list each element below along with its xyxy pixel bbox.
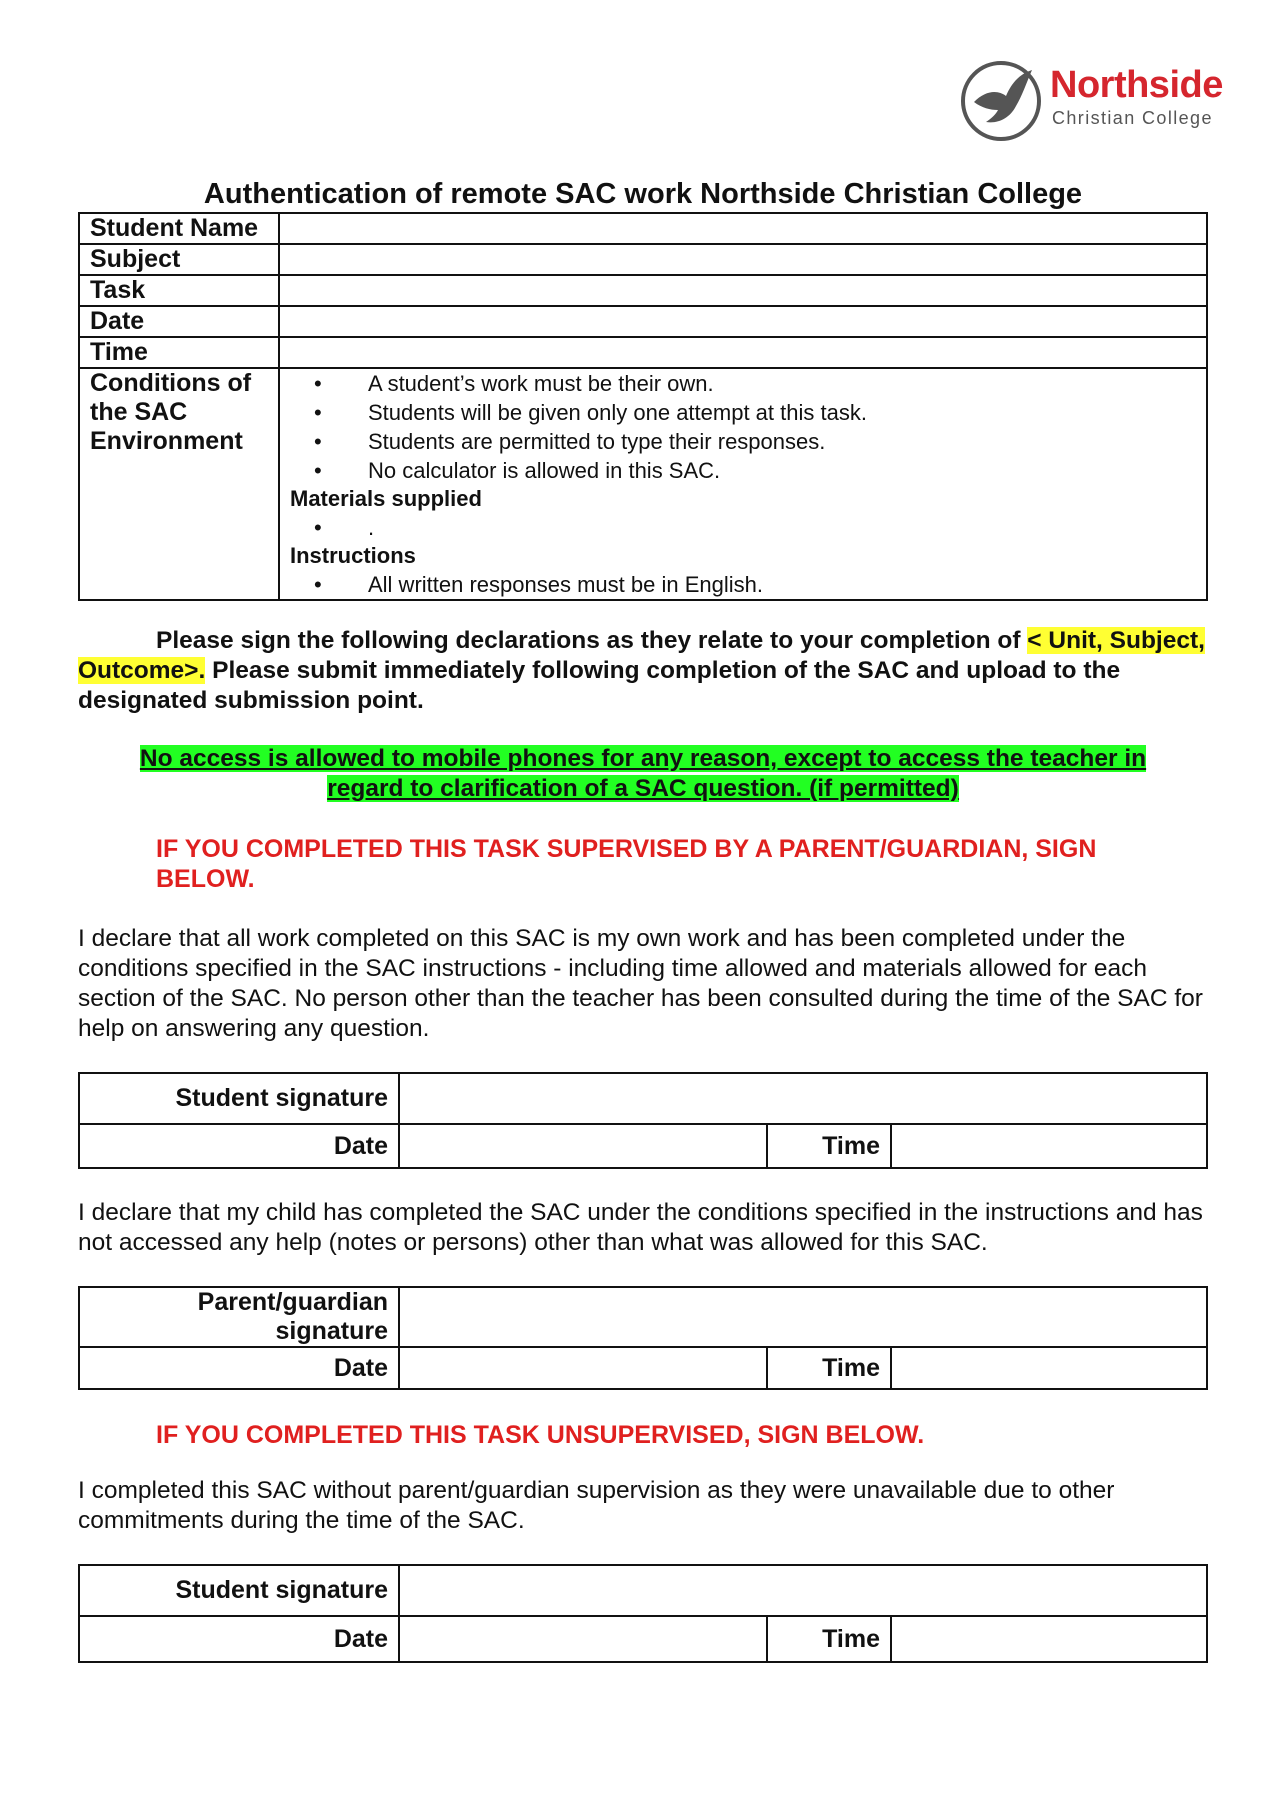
date-field[interactable]	[399, 1616, 767, 1662]
supervised-heading: IF YOU COMPLETED THIS TASK SUPERVISED BY A PARENT/GUARDIAN, SIGN BELOW.	[156, 835, 1097, 893]
student-signature-table-2	[78, 1564, 1208, 1663]
unit-placeholder-highlight: < Unit, Subject, Outcome>.	[78, 627, 1205, 684]
time-label: Time	[79, 337, 279, 368]
student-signature-label: Student signature	[79, 1565, 399, 1616]
page-title: Authentication of remote SAC work Northside Christian College	[203, 178, 1083, 210]
materials-heading: Materials supplied	[290, 486, 482, 511]
list-item: • Students will be given only one attempt at this task.	[346, 398, 1196, 427]
time-field[interactable]	[279, 337, 1207, 368]
sac-info-table	[78, 212, 1208, 601]
unsupervised-declaration: I completed this SAC without parent/guardian supervision as they were unavailable due to other commitments during the time of the SAC.	[78, 1477, 1115, 1534]
student-signature-label: Student signature	[79, 1073, 399, 1124]
dove-circle-icon	[960, 60, 1042, 142]
unsupervised-heading: IF YOU COMPLETED THIS TASK UNSUPERVISED, SIGN BELOW.	[156, 1421, 925, 1449]
list-item: • A student’s work must be their own.	[346, 369, 1196, 398]
instructions-list	[290, 570, 1196, 599]
conditions-content	[279, 368, 1207, 600]
student-signature-table-1	[78, 1072, 1208, 1169]
list-item: • .	[346, 513, 1196, 542]
date-label: Date	[79, 1347, 399, 1389]
mobile-phone-notice: No access is allowed to mobile phones for any reason, except to access the teacher in regard to clarification of a SAC question. (if permitted)	[139, 745, 1147, 802]
time-field[interactable]	[891, 1124, 1207, 1168]
time-field[interactable]	[891, 1616, 1207, 1662]
student-name-field[interactable]	[279, 213, 1207, 244]
task-field[interactable]	[279, 275, 1207, 306]
student-declaration: I declare that all work completed on this SAC is my own work and has been completed under the conditions specified in the SAC instructions - including time allowed and materials allowed for each section of the SAC. No person other than the teacher has been consulted during the time of the SAC for help on answering any question.	[78, 925, 1203, 1042]
time-label: Time	[767, 1124, 891, 1168]
date-label: Date	[79, 1124, 399, 1168]
list-item: • No calculator is allowed in this SAC.	[346, 456, 1196, 485]
conditions-label: Conditions of the SAC Environment	[79, 368, 279, 600]
logo-subtitle: Christian College	[1052, 108, 1213, 128]
parent-declaration: I declare that my child has completed the SAC under the conditions specified in the instructions and has not accessed any help (notes or persons) other than what was allowed for this SAC.	[78, 1199, 1203, 1256]
date-field[interactable]	[399, 1124, 767, 1168]
parent-signature-field[interactable]	[399, 1287, 1207, 1347]
logo-name: Northside	[1050, 64, 1223, 106]
subject-label: Subject	[79, 244, 279, 275]
time-field[interactable]	[891, 1347, 1207, 1389]
date-label: Date	[79, 306, 279, 337]
date-label: Date	[79, 1616, 399, 1662]
list-item: • Students are permitted to type their responses.	[346, 427, 1196, 456]
list-item: • All written responses must be in English.	[346, 570, 1196, 599]
instructions-heading: Instructions	[290, 543, 416, 568]
conditions-list	[290, 369, 1196, 485]
materials-list	[290, 513, 1196, 542]
parent-signature-table	[78, 1286, 1208, 1390]
task-label: Task	[79, 275, 279, 306]
parent-signature-label: Parent/guardian signature	[79, 1287, 399, 1347]
time-label: Time	[767, 1616, 891, 1662]
student-name-label: Student Name	[79, 213, 279, 244]
declaration-intro: Please sign the following declarations as they relate to your completion of < Unit, Subject, Outcome>. Please submit immediately following completion of the SAC and upload to the designated submission point.	[78, 627, 1205, 714]
student-signature-field[interactable]	[399, 1073, 1207, 1124]
subject-field[interactable]	[279, 244, 1207, 275]
date-field[interactable]	[279, 306, 1207, 337]
student-signature-field[interactable]	[399, 1565, 1207, 1616]
college-logo	[960, 56, 1240, 142]
date-field[interactable]	[399, 1347, 767, 1389]
time-label: Time	[767, 1347, 891, 1389]
